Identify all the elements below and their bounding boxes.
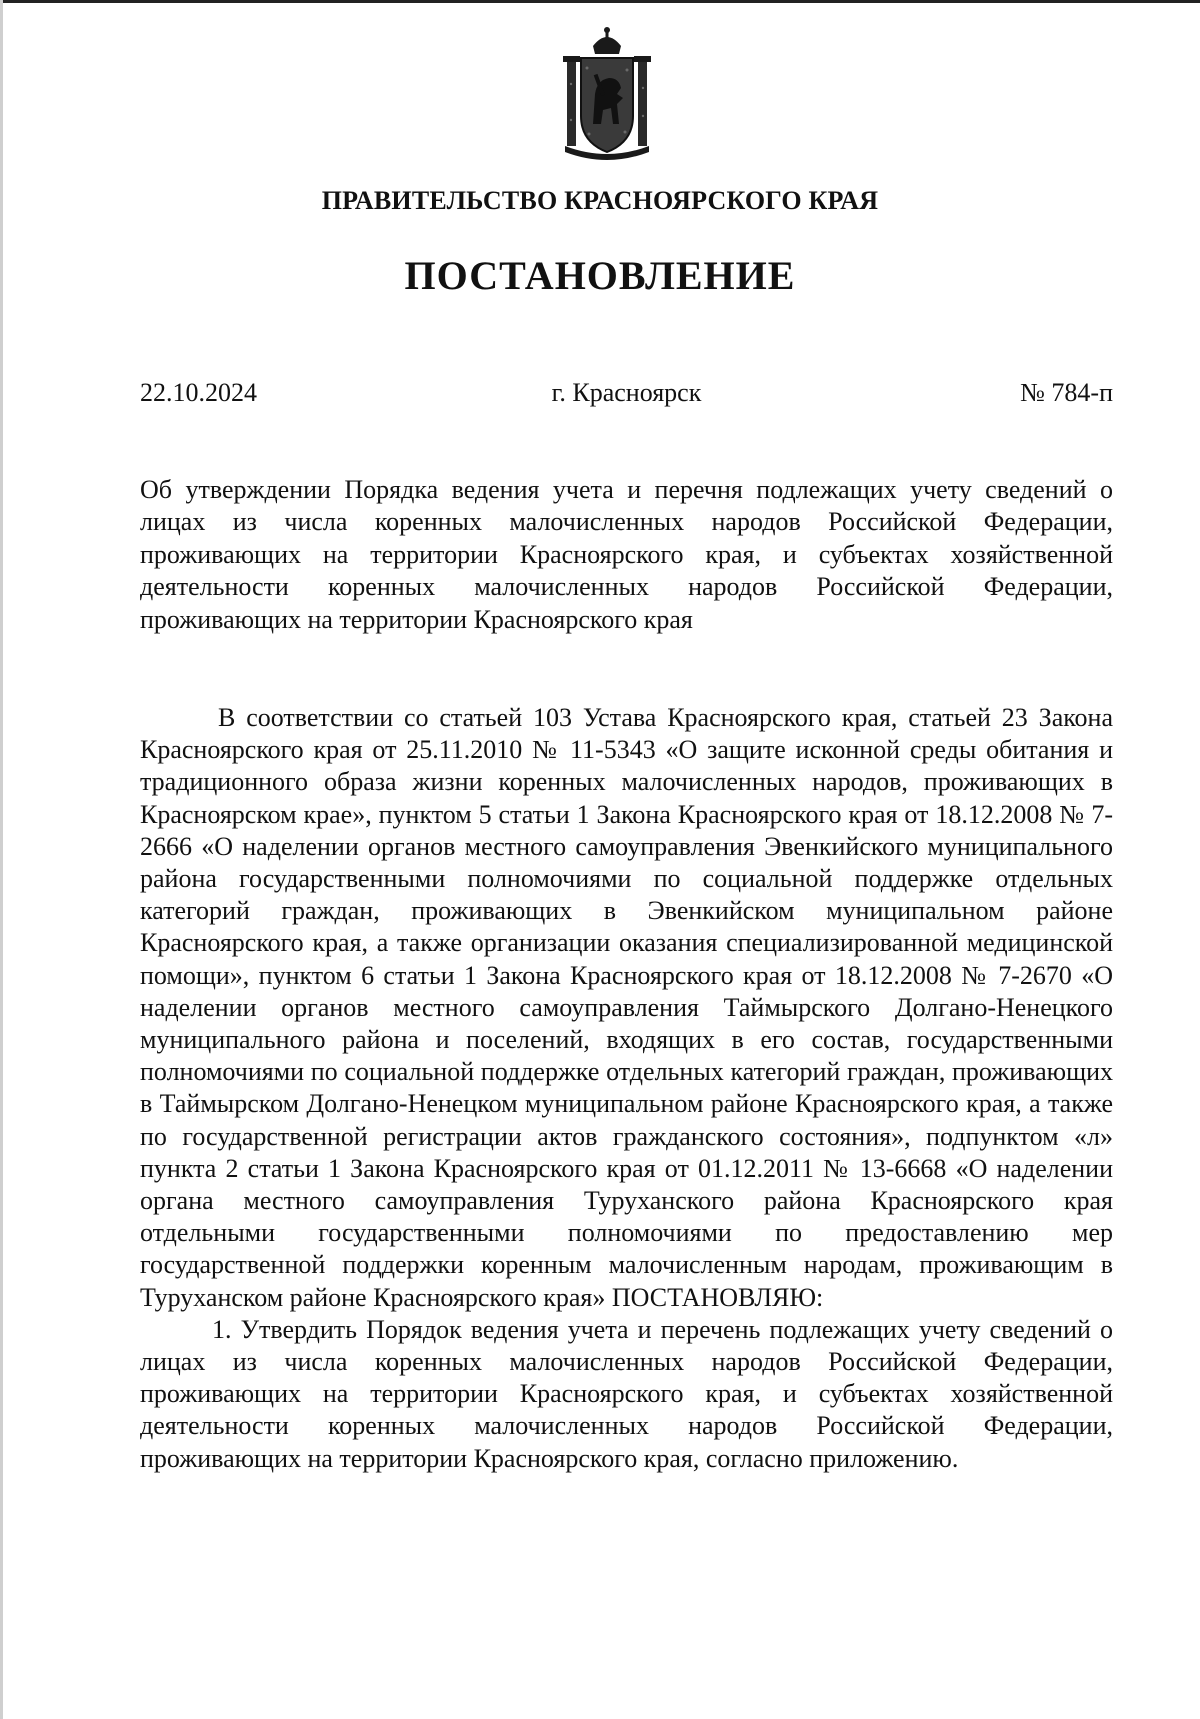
document-number: № 784-п — [1020, 378, 1113, 407]
document-date: 22.10.2024 — [140, 378, 257, 407]
document-meta-row — [140, 378, 1113, 412]
scan-edge-top — [0, 0, 1200, 3]
document-body — [140, 702, 1113, 1475]
coat-of-arms-emblem — [557, 24, 657, 162]
document-type-heading: ПОСТАНОВЛЕНИЕ — [404, 253, 796, 298]
government-title: ПРАВИТЕЛЬСТВО КРАСНОЯРСКОГО КРАЯ — [321, 186, 879, 215]
preamble-paragraph: В соответствии со статьей 103 Устава Красноярского края, статьей 23 Закона Красноярского края от 25.11.2010 № 11-5343 «О защите исконной среды обитания и традиционного образа жизни коренных малочисленных народов, проживающих в Красноярском крае», пунктом 5 статьи 1 Закона Красноярского края от 18.12.2008 № 7-2666 «О наделении органов местного самоуправления Эвенкийского муниципального района государственными полномочиями по социальной поддержке отдельных категорий граждан, проживающих в Эвенкийском муниципальном районе Красноярского края, а также организации оказания специализированной медицинской помощи», пунктом 6 статьи 1 Закона Красноярского края от 18.12.2008 № 7-2670 «О наделении органов местного самоуправления Таймырского Долгано-Ненецкого муниципального района и поселений, входящих в его состав, государственными полномочиями по социальной поддержке отдельных категорий граждан, проживающих в Таймырском Долгано-Ненецком муниципальном районе Красноярского края, а также по государственной регистрации актов гражданского состояния», подпунктом «л» пункта 2 статьи 1 Закона Красноярского края от 01.12.2011 № 13-6668 «О наделении органа местного самоуправления Туруханского района Красноярского края отдельными государственными полномочиями по предоставлению мер государственной поддержки коренным малочисленным народам, проживающим в Туруханском районе Красноярского края» ПОСТАНОВЛЯЮ: — [140, 703, 1113, 1312]
document-city: г. Красноярск — [551, 378, 702, 407]
decision-item-1: 1. Утвердить Порядок ведения учета и перечень подлежащих учету сведений о лицах из числа коренных малочисленных народов Российской Федерации, проживающих на территории Красноярского края, и субъектах хозяйственной деятельности коренных малочисленных народов Российской Федерации, проживающих на территории Красноярского края, согласно приложению. — [140, 1314, 1113, 1473]
document-subject: Об утверждении Порядка ведения учета и перечня подлежащих учету сведений о лицах из числа коренных малочисленных народов Российской Федерации, проживающих на территории Красноярского края, и субъектах хозяйственной деятельности коренных малочисленных народов Российской Федерации, проживающих на территории Красноярского края — [140, 475, 1113, 634]
